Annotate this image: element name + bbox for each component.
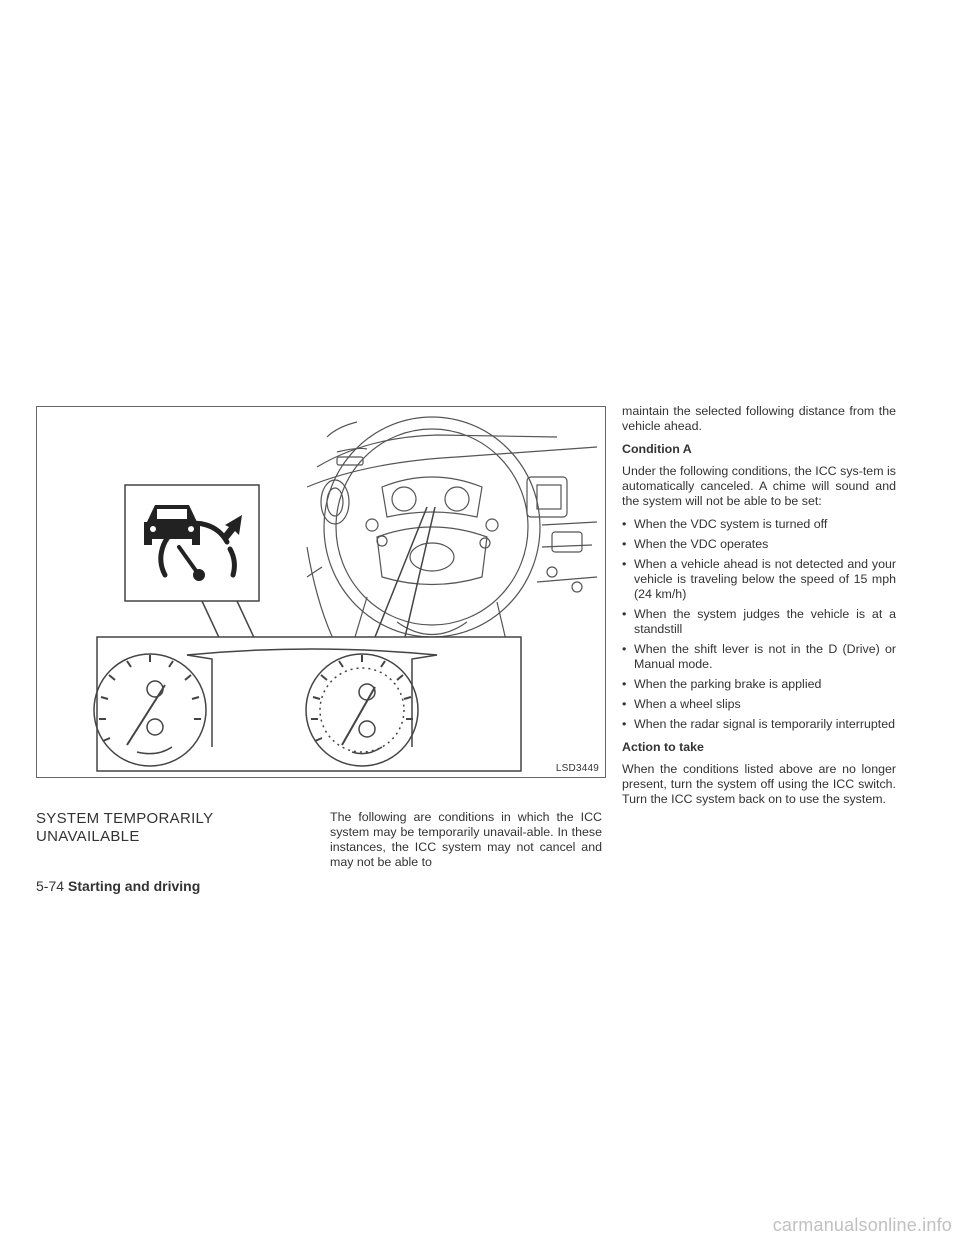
watermark: carmanualsonline.info	[772, 1215, 952, 1235]
intro-continued: maintain the selected following distance from the vehicle ahead.	[622, 404, 896, 433]
intro-column	[330, 810, 602, 870]
list-item: • When a vehicle ahead is not detected and your vehicle is traveling below the speed of 15 mph (24 km/h)	[622, 557, 896, 602]
callout-leader	[375, 507, 427, 637]
list-item: • When the system judges the vehicle is at a standstill	[622, 607, 896, 637]
cluster-hood	[382, 477, 482, 517]
action-text: When the conditions listed above are no longer present, turn the system off using the ICC switch. Turn the ICC system back on to use the system.	[622, 762, 896, 806]
dashboard-illustration	[37, 407, 607, 779]
list-item: • When the VDC system is turned off	[622, 517, 896, 532]
footer-section-name: Starting and driving	[68, 878, 201, 894]
list-item: • When the radar signal is temporarily interrupted	[622, 717, 896, 732]
page-footer	[36, 878, 200, 894]
illustration-figure	[36, 406, 606, 778]
right-column	[622, 404, 896, 815]
list-item: • When a wheel slips	[622, 697, 896, 712]
steering-hub	[377, 527, 487, 585]
list-item: • When the parking brake is applied	[622, 677, 896, 692]
list-item: • When the shift lever is not in the D (Drive) or Manual mode.	[622, 642, 896, 672]
speedometer-hub	[193, 569, 205, 581]
condition-list	[622, 517, 896, 732]
cluster-callout-box	[97, 637, 521, 771]
intro-paragraph: The following are conditions in which the ICC system may be temporarily unavail-able. In these instances, the ICC system may not cancel and may not be able to	[330, 810, 602, 869]
list-item: • When the VDC operates	[622, 537, 896, 552]
dash-line	[307, 447, 597, 487]
condition-a-text: Under the following conditions, the ICC sys-tem is automatically canceled. A chime will sound and the system will not be able to be set:	[622, 464, 896, 508]
page-number: 5-74	[36, 878, 65, 894]
condition-a-heading: Condition A	[622, 442, 692, 456]
action-heading: Action to take	[622, 740, 704, 754]
figure-code: LSD3449	[555, 763, 599, 774]
section-title: SYSTEM TEMPORARILY UNAVAILABLE	[36, 810, 214, 845]
dash-line	[317, 435, 557, 467]
